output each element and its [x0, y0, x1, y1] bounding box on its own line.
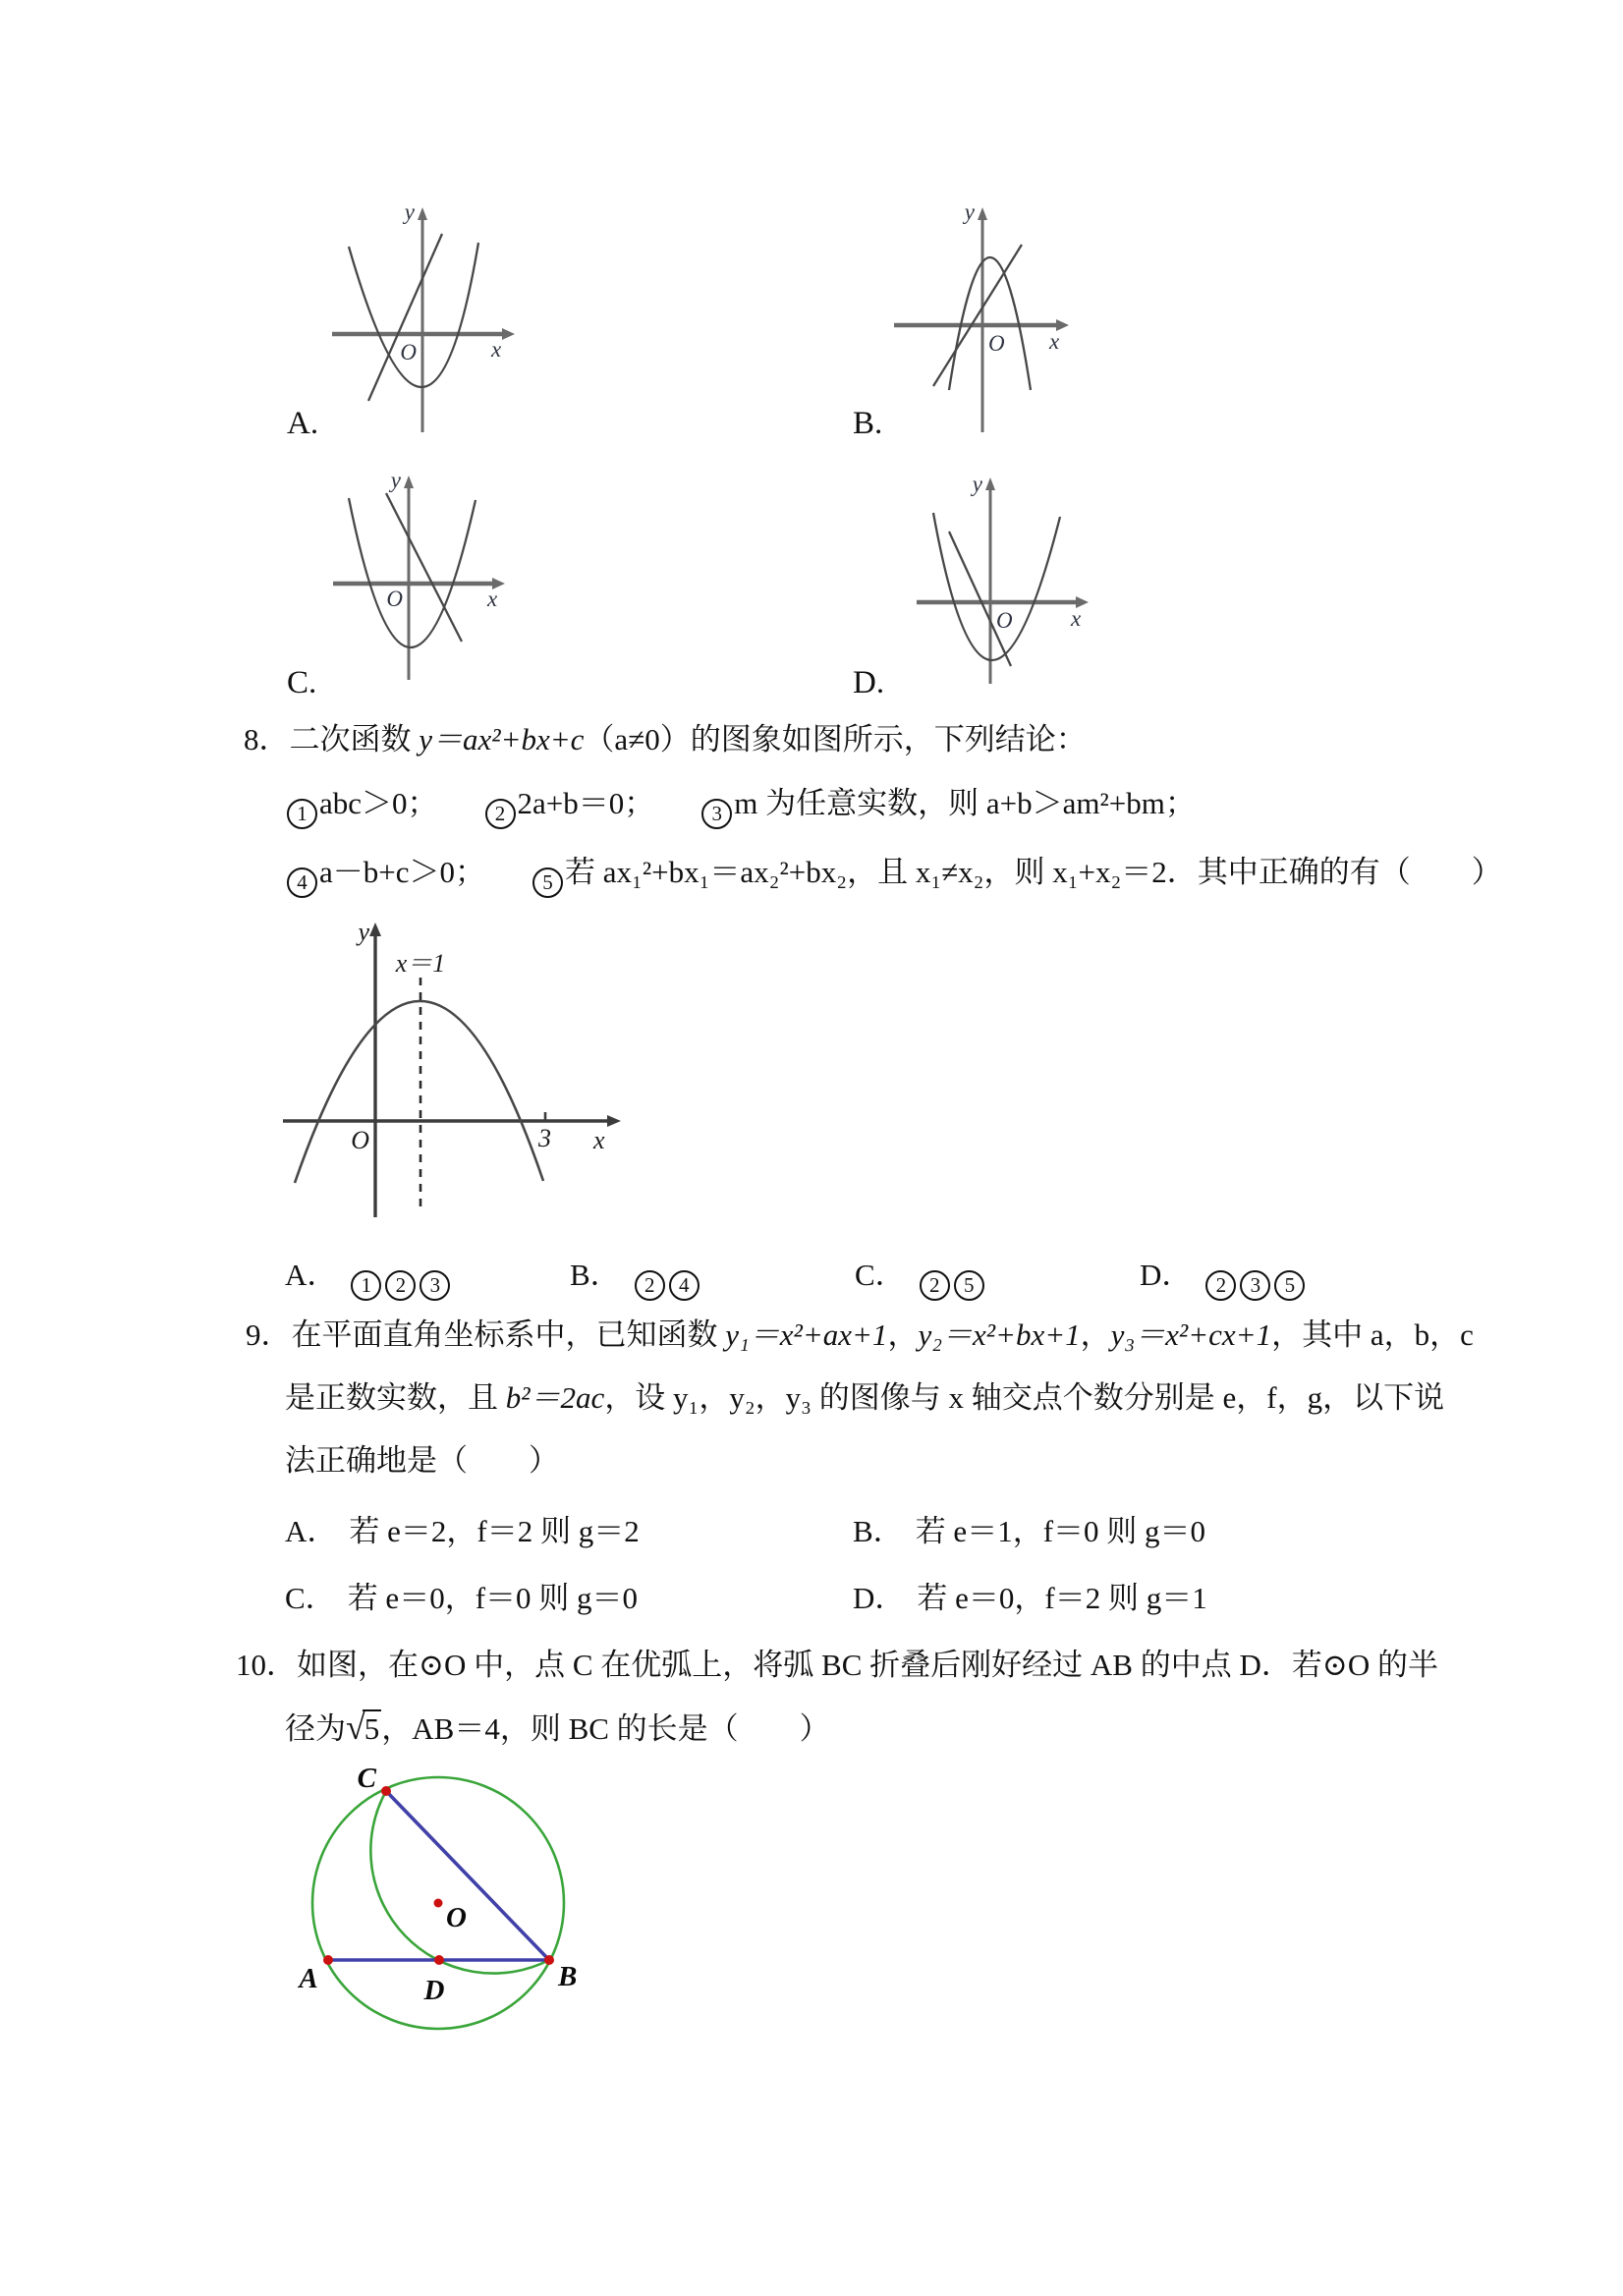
option-graph-b — [884, 201, 1091, 437]
x-axis-label: x — [1049, 329, 1060, 354]
y-axis-label: y — [358, 918, 369, 946]
circled-number: 2 — [1205, 1270, 1236, 1301]
option-a-label: A. — [287, 406, 319, 441]
circled-number: 2 — [920, 1270, 950, 1301]
origin-label: O — [988, 331, 1005, 356]
q9-option-b: B． 若 e＝1，f＝0 则 g＝0 — [853, 1514, 1206, 1548]
origin-label: O — [996, 608, 1013, 633]
q8-cond-1: 1 abc＞0； — [285, 786, 438, 820]
point-c-dot — [381, 1786, 391, 1796]
x-axis-label: x — [491, 337, 502, 362]
option-graph-c — [324, 468, 531, 686]
circled-number: 4 — [669, 1270, 700, 1301]
line-curve — [933, 245, 1022, 386]
line-curve — [386, 493, 462, 642]
point-a-label: A — [299, 1963, 318, 1994]
circled-number: 5 — [1274, 1270, 1305, 1301]
x-axis-arrow — [607, 1115, 621, 1127]
y-axis-arrow — [404, 476, 414, 488]
q8-conditions-row1 — [285, 785, 1196, 829]
circled-number: 3 — [1240, 1270, 1270, 1301]
q8-formula: y＝ax²+bx+c — [419, 722, 585, 756]
circled-number: 5 — [532, 868, 563, 898]
q9-line1: 9．在平面直角坐标系中，已知函数 y₁＝x²+ax+1，y₂＝x²+bx+1，y₃＝x²+cx+1，其中 a，b，c — [246, 1317, 1474, 1352]
point-d-dot — [434, 1955, 444, 1965]
q10-line2: 径为√5，AB＝4，则 BC 的长是（ ） — [285, 1708, 830, 1747]
folded-arc — [370, 1791, 549, 1974]
q8-function-graph — [275, 919, 629, 1223]
option-graph-a — [324, 201, 531, 437]
q8-option-d: D． 2 3 5 — [1140, 1257, 1307, 1301]
line-curve — [949, 532, 1011, 666]
y-axis-arrow — [978, 207, 987, 220]
line-curve — [368, 234, 442, 401]
q10-number: 10． — [236, 1648, 297, 1682]
point-c-label: C — [357, 1763, 376, 1794]
y-axis-label: y — [404, 199, 415, 224]
circled-number: 1 — [351, 1270, 381, 1301]
parabola-curve — [349, 498, 476, 647]
y-axis-arrow — [985, 477, 995, 490]
q8-number: 8． — [244, 722, 290, 756]
option-c-label: C. — [287, 665, 317, 700]
q8-stem: 8．二次函数 y＝ax²+bx+c（a≠0）的图象如图所示，下列结论： — [244, 722, 1087, 756]
q8-cond-4: 4 a－b+c＞0； — [285, 855, 485, 889]
circled-number: 1 — [287, 799, 317, 829]
y-axis-arrow — [418, 207, 427, 220]
q9-number: 9． — [246, 1317, 292, 1352]
circled-number: 2 — [385, 1270, 416, 1301]
point-b-label: B — [558, 1961, 578, 1992]
origin-label: O — [400, 340, 417, 364]
circle-figure — [275, 1764, 639, 2048]
radicand: 5 — [364, 1711, 380, 1746]
x-tick-label-3: 3 — [538, 1124, 551, 1152]
circled-number: 2 — [485, 799, 516, 829]
q8-option-a: A． 1 2 3 — [285, 1257, 452, 1301]
q10-line1: 10．如图，在⊙O 中，点 C 在优弧上，将弧 BC 折叠后刚好经过 AB 的中点 D．若⊙O 的半 — [236, 1648, 1438, 1682]
y-axis-label: y — [964, 199, 975, 224]
q8-cond-3: 3 m 为任意实数，则 a+b＞am²+bm； — [700, 786, 1196, 820]
y-axis-label: y — [972, 472, 982, 496]
origin-label: O — [386, 587, 403, 611]
q8-cond-2: 2 2a+b＝0； — [483, 786, 655, 820]
x-axis-label: x — [593, 1126, 605, 1154]
parabola-curve — [349, 243, 478, 387]
q9-option-c: C． 若 e＝0，f＝0 则 g＝0 — [285, 1581, 639, 1615]
x-axis-label: x — [487, 587, 498, 611]
center-o-dot — [434, 1899, 443, 1908]
circled-number: 3 — [420, 1270, 450, 1301]
y-axis-label: y — [390, 468, 401, 492]
q9-line3: 法正确地是（ ） — [285, 1443, 559, 1478]
center-o-label: O — [446, 1902, 467, 1933]
circled-number: 3 — [701, 799, 732, 829]
segment-cb — [386, 1791, 549, 1960]
circled-number: 2 — [635, 1270, 665, 1301]
point-a-dot — [323, 1955, 333, 1965]
x-axis-arrow — [502, 328, 515, 340]
circled-number: 4 — [287, 868, 317, 898]
parabola-curve — [933, 513, 1060, 660]
point-b-dot — [544, 1955, 554, 1965]
origin-label: O — [351, 1126, 369, 1154]
q9-option-d: D． 若 e＝0，f＝2 则 g＝1 — [853, 1581, 1207, 1615]
option-b-label: B. — [853, 406, 883, 441]
point-d-label: D — [423, 1975, 445, 2006]
option-d-label: D. — [853, 665, 885, 700]
x-axis-label: x — [1071, 606, 1082, 631]
axis-of-symmetry-label: x＝1 — [395, 949, 446, 978]
y-axis-arrow — [369, 923, 381, 936]
q8-cond-5: 5 若 ax₁²+bx₁＝ax₂²+bx₂，且 x₁≠x₂，则 x₁+x₂＝2．其中正确的有（ ） — [531, 855, 1502, 889]
circled-number: 5 — [954, 1270, 984, 1301]
q8-option-c: C． 2 5 — [855, 1257, 986, 1301]
radical-sign: √ — [346, 1708, 365, 1747]
q8-conditions-row2 — [285, 854, 1502, 898]
q8-option-b: B． 2 4 — [570, 1257, 701, 1301]
option-graph-d — [884, 472, 1095, 690]
q9-option-a: A． 若 e＝2，f＝2 则 g＝2 — [285, 1514, 640, 1548]
q9-line2: 是正数实数，且 b²＝2ac，设 y₁，y₂，y₃ 的图像与 x 轴交点个数分别是 e，f，g，以下说 — [285, 1380, 1445, 1415]
parabola-curve — [295, 1001, 543, 1183]
